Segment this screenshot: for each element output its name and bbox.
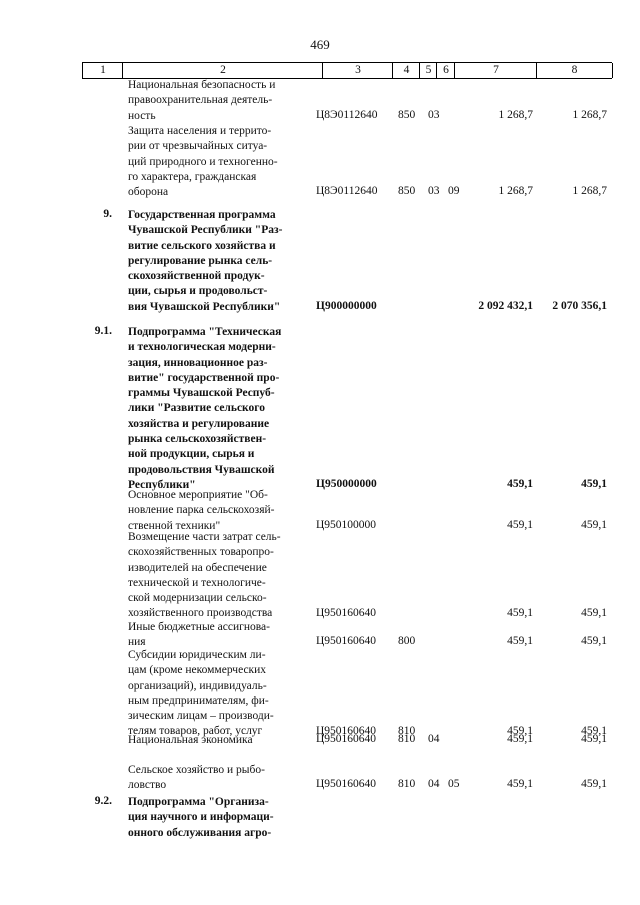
row-description xyxy=(128,795,300,841)
row-col-4: 850 xyxy=(398,108,416,121)
description-line: Республики" xyxy=(128,478,196,491)
row-col-4: 810 xyxy=(398,733,416,745)
description-line: цам (кроме некоммерческих xyxy=(128,664,267,677)
row-code: Ц900000000 xyxy=(316,299,377,312)
description-line: вия Чувашской Республики" xyxy=(128,300,281,313)
description-line: витие" государственной про- xyxy=(128,371,280,384)
row-value-7: 459,1 xyxy=(507,778,533,791)
description-line: ловство xyxy=(128,779,167,792)
description-line: ция научного и информаци- xyxy=(128,811,274,824)
description-line: Субсидии юридическим ли- xyxy=(128,649,266,661)
row-value-7: 459,1 xyxy=(507,518,533,531)
row-value-7: 459,1 xyxy=(507,606,533,619)
header-col-4: 4 xyxy=(392,63,420,78)
description-line: рии от чрезвычайных ситуа- xyxy=(128,140,268,153)
row-code: Ц950160640 xyxy=(316,635,377,648)
row-description xyxy=(128,488,300,534)
row-value-8: 459,1 xyxy=(581,478,607,490)
description-line: Основное мероприятие "Об- xyxy=(128,489,268,501)
row-description xyxy=(128,208,300,315)
description-line: Национальная экономика xyxy=(128,734,253,746)
description-line: онного обслуживания агро- xyxy=(128,826,272,839)
row-value-8: 459,1 xyxy=(581,518,607,531)
row-code: Ц8Э0112640 xyxy=(316,185,378,198)
header-col-3: 3 xyxy=(322,63,393,78)
description-line: ций природного и техногенно- xyxy=(128,155,278,168)
row-code: Ц950000000 xyxy=(316,478,377,490)
row-description xyxy=(128,733,300,748)
row-description xyxy=(128,78,300,124)
row-col-5: 03 xyxy=(428,185,440,198)
description-line: зация, инновационное раз- xyxy=(128,356,268,369)
row-col-4: 800 xyxy=(398,635,416,648)
description-line: Возмещение части затрат сель- xyxy=(128,531,281,543)
row-col-5: 04 xyxy=(428,778,440,791)
description-line: граммы Чувашской Респуб- xyxy=(128,387,275,400)
row-value-7: 459,1 xyxy=(507,635,533,648)
description-line: оборона xyxy=(128,186,169,199)
description-line: ственной техники" xyxy=(128,519,221,532)
description-line: ным предпринимателям, фи- xyxy=(128,694,269,707)
table-header xyxy=(82,62,612,79)
row-value-8: 459,1 xyxy=(581,606,607,619)
row-value-8: 459,1 xyxy=(581,635,607,648)
row-description xyxy=(128,648,300,740)
row-value-8: 459,1 xyxy=(581,778,607,791)
header-col-8: 8 xyxy=(536,63,613,78)
row-value-7: 1 268,7 xyxy=(498,108,533,121)
header-col-6: 6 xyxy=(436,63,455,78)
description-line: ской модернизации сельско- xyxy=(128,592,267,605)
description-line: ния xyxy=(128,636,146,649)
description-line: ность xyxy=(128,109,156,122)
description-line: технической и технологиче- xyxy=(128,576,266,589)
row-number: 9.2. xyxy=(94,795,112,807)
row-code: Ц8Э0112640 xyxy=(316,108,378,121)
header-col-7: 7 xyxy=(454,63,537,78)
row-value-8: 459,1 xyxy=(581,724,607,737)
description-line: ной продукции, сырья и xyxy=(128,448,255,461)
row-description xyxy=(128,325,300,493)
row-value-8: 459,1 xyxy=(581,733,607,745)
row-col-4: 810 xyxy=(398,778,416,791)
header-col-5: 5 xyxy=(419,63,437,78)
description-line: Национальная безопасность и xyxy=(128,79,276,91)
description-line: го характера, гражданская xyxy=(128,170,257,183)
row-code: Ц950160640 xyxy=(316,778,377,791)
page-number: 469 xyxy=(310,37,330,52)
description-line: правоохранительная деятель- xyxy=(128,94,273,107)
row-code: Ц950160640 xyxy=(316,724,377,737)
description-line: ции, сырья и продовольст- xyxy=(128,285,268,298)
row-description xyxy=(128,530,300,622)
row-col-6: 09 xyxy=(448,185,460,198)
header-col-1: 1 xyxy=(82,63,123,78)
description-line: Сельское хозяйство и рыбо- xyxy=(128,764,265,776)
description-line: телям товаров, работ, услуг xyxy=(128,725,263,738)
row-description xyxy=(128,620,300,651)
row-value-8: 1 268,7 xyxy=(572,108,607,121)
description-line: изводителей на обеспечение xyxy=(128,561,267,574)
description-line: зическим лицам – производи- xyxy=(128,710,274,723)
row-code: Ц950160640 xyxy=(316,733,377,745)
description-line: скохозяйственной продук- xyxy=(128,270,265,283)
row-col-4: 850 xyxy=(398,185,416,198)
description-line: хозяйства и регулирование xyxy=(128,417,270,430)
row-description xyxy=(128,763,300,794)
description-line: и технологическая модерни- xyxy=(128,341,276,354)
description-line: регулирование рынка сель- xyxy=(128,254,273,267)
row-value-8: 2 070 356,1 xyxy=(552,299,607,312)
row-code: Ц950100000 xyxy=(316,518,377,531)
description-line: рынка сельскохозяйствен- xyxy=(128,433,267,446)
description-line: продовольствия Чувашской xyxy=(128,463,275,476)
row-value-7: 2 092 432,1 xyxy=(478,299,533,312)
description-line: новление парка сельскохозяй- xyxy=(128,504,275,517)
description-line: лики "Развитие сельского xyxy=(128,402,265,415)
row-value-7: 459,1 xyxy=(507,724,533,737)
description-line: Иные бюджетные ассигнова- xyxy=(128,621,270,633)
row-value-7: 459,1 xyxy=(507,733,533,745)
description-line: Государственная программа xyxy=(128,209,276,221)
row-col-6: 05 xyxy=(448,778,460,791)
description-line: витие сельского хозяйства и xyxy=(128,239,276,252)
row-col-4: 810 xyxy=(398,724,416,737)
header-col-2: 2 xyxy=(122,63,323,78)
row-description xyxy=(128,124,300,200)
row-code: Ц950160640 xyxy=(316,606,377,619)
row-value-7: 1 268,7 xyxy=(498,185,533,198)
row-value-7: 459,1 xyxy=(507,478,533,490)
description-line: скохозяйственных товаропро- xyxy=(128,546,274,559)
row-number: 9.1. xyxy=(94,325,112,337)
description-line: Подпрограмма "Техническая xyxy=(128,326,282,338)
row-number: 9. xyxy=(103,208,112,220)
description-line: Чувашской Республики "Раз- xyxy=(128,224,283,237)
description-line: Защита населения и террито- xyxy=(128,125,272,137)
description-line: организаций), индивидуаль- xyxy=(128,679,267,692)
description-line: Подпрограмма "Организа- xyxy=(128,796,269,808)
description-line: хозяйственного производства xyxy=(128,607,273,620)
row-value-8: 1 268,7 xyxy=(572,185,607,198)
row-col-5: 03 xyxy=(428,108,440,121)
row-col-5: 04 xyxy=(428,733,440,745)
